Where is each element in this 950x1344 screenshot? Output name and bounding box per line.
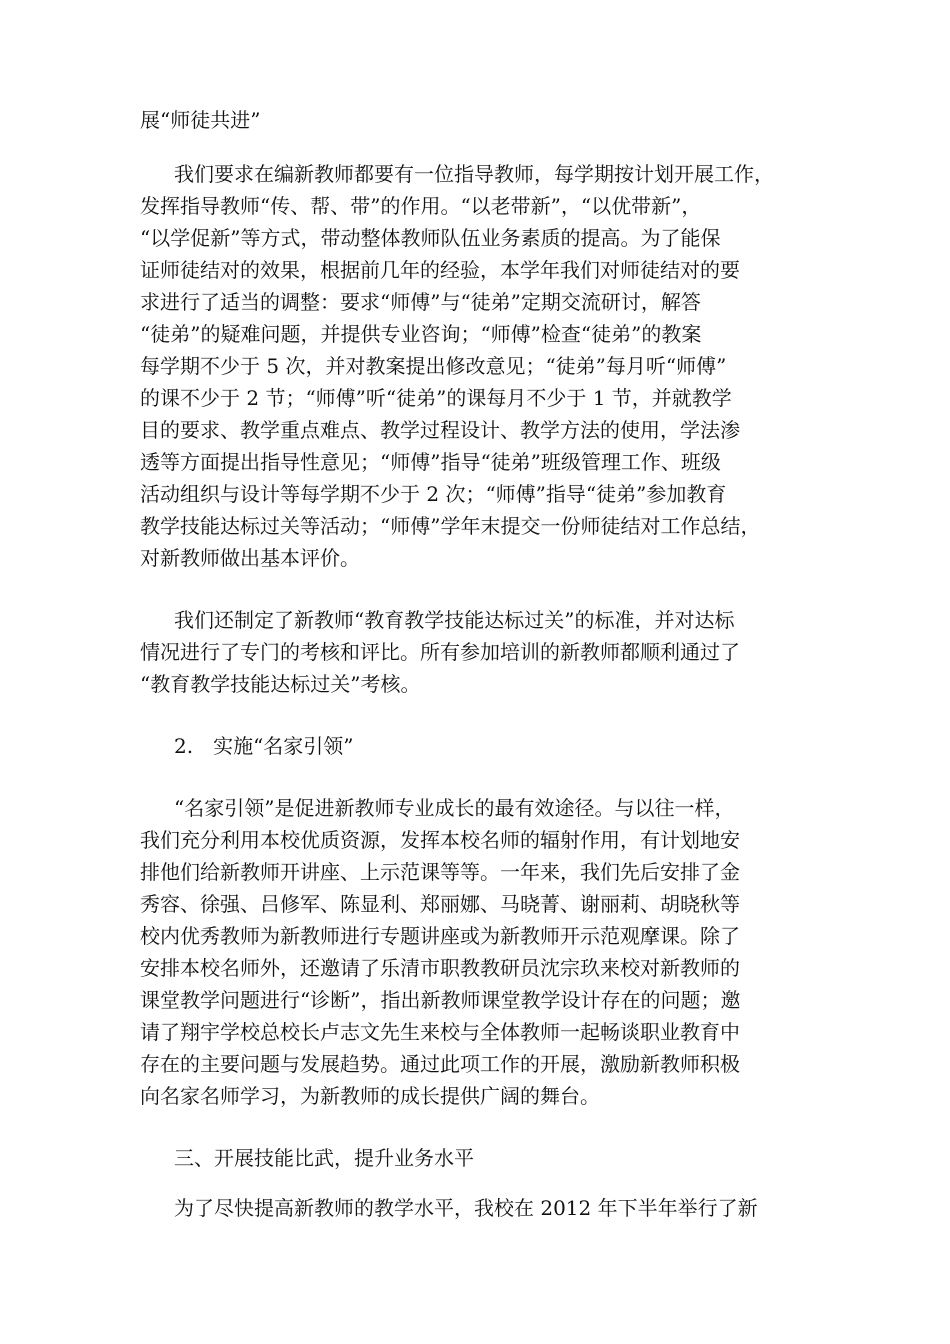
text-line: 请了翔宇学校总校长卢志文先生来校与全体教师一起畅谈职业教育中 <box>140 1020 740 1044</box>
paragraph-mentoring <box>140 158 830 574</box>
paragraph-standards <box>140 604 830 700</box>
document-page <box>140 104 830 1224</box>
text-line: 证师徒结对的效果，根据前几年的经验，本学年我们对师徒结对的要 <box>140 258 740 282</box>
text-line: “徒弟”的疑难问题，并提供专业咨询；“师傅”检查“徒弟”的教案 <box>140 322 702 346</box>
text-line: 我们还制定了新教师“教育教学技能达标过关”的标准，并对达标 <box>174 608 735 632</box>
text-line: 秀容、徐强、吕修军、陈显利、郑丽娜、马晓菁、谢丽莉、胡晓秋等 <box>140 892 740 916</box>
paragraph-expert-guidance <box>140 792 830 1112</box>
text-line: 目的要求、教学重点难点、教学过程设计、教学方法的使用，学法渗 <box>140 418 740 442</box>
text-line: “以学促新”等方式，带动整体教师队伍业务素质的提高。为了能保 <box>140 226 721 250</box>
text-line: 活动组织与设计等每学期不少于 2 次；“师傅”指导“徒弟”参加教育 <box>140 482 727 506</box>
text-line: 为了尽快提高新教师的教学水平，我校在 2012 年下半年举行了新 <box>174 1196 758 1220</box>
text-line: 发挥指导教师“传、帮、带”的作用。“以老带新”，“以优带新”， <box>140 194 702 218</box>
text-line: 存在的主要问题与发展趋势。通过此项工作的开展，激励新教师积极 <box>140 1052 740 1076</box>
section-heading-3: 三、开展技能比武，提升业务水平 <box>174 1146 474 1170</box>
text-line: “名家引领”是促进新教师专业成长的最有效途径。与以往一样， <box>174 796 735 820</box>
text-line: 求进行了适当的调整：要求“师傅”与“徒弟”定期交流研讨，解答 <box>140 290 701 314</box>
text-line: “教育教学技能达标过关”考核。 <box>140 672 421 696</box>
text-line: 安排本校名师外，还邀请了乐清市职教教研员沈宗玖来校对新教师的 <box>140 956 740 980</box>
text-line: 的课不少于 2 节；“师傅”听“徒弟”的课每月不少于 1 节，并就教学 <box>140 386 732 410</box>
text-line: 向名家名师学习，为新教师的成长提供广阔的舞台。 <box>140 1084 600 1108</box>
text-line: 每学期不少于 5 次，并对教案提出修改意见；“徒弟”每月听“师傅” <box>140 354 727 378</box>
section-heading-2: 2. 实施“名家引领” <box>174 734 354 758</box>
text-line: 我们充分利用本校优质资源，发挥本校名师的辐射作用，有计划地安 <box>140 828 740 852</box>
text-line: 我们要求在编新教师都要有一位指导教师，每学期按计划开展工作， <box>174 162 774 186</box>
text-line: 对新教师做出基本评价。 <box>140 546 360 570</box>
text-line: 透等方面提出指导性意见；“师傅”指导“徒弟”班级管理工作、班级 <box>140 450 721 474</box>
paragraph-skills <box>140 1192 830 1224</box>
text-line: 情况进行了专门的考核和评比。所有参加培训的新教师都顺利通过了 <box>140 640 740 664</box>
text-line: 校内优秀教师为新教师进行专题讲座或为新教师开示范观摩课。除了 <box>140 924 740 948</box>
section-heading-continued: 展“师徒共进” <box>140 108 261 132</box>
text-line: 教学技能达标过关等活动；“师傅”学年末提交一份师徒结对工作总结， <box>140 514 761 538</box>
text-line: 排他们给新教师开讲座、上示范课等等。一年来，我们先后安排了金 <box>140 860 740 884</box>
text-line: 课堂教学问题进行“诊断”，指出新教师课堂教学设计存在的问题；邀 <box>140 988 741 1012</box>
